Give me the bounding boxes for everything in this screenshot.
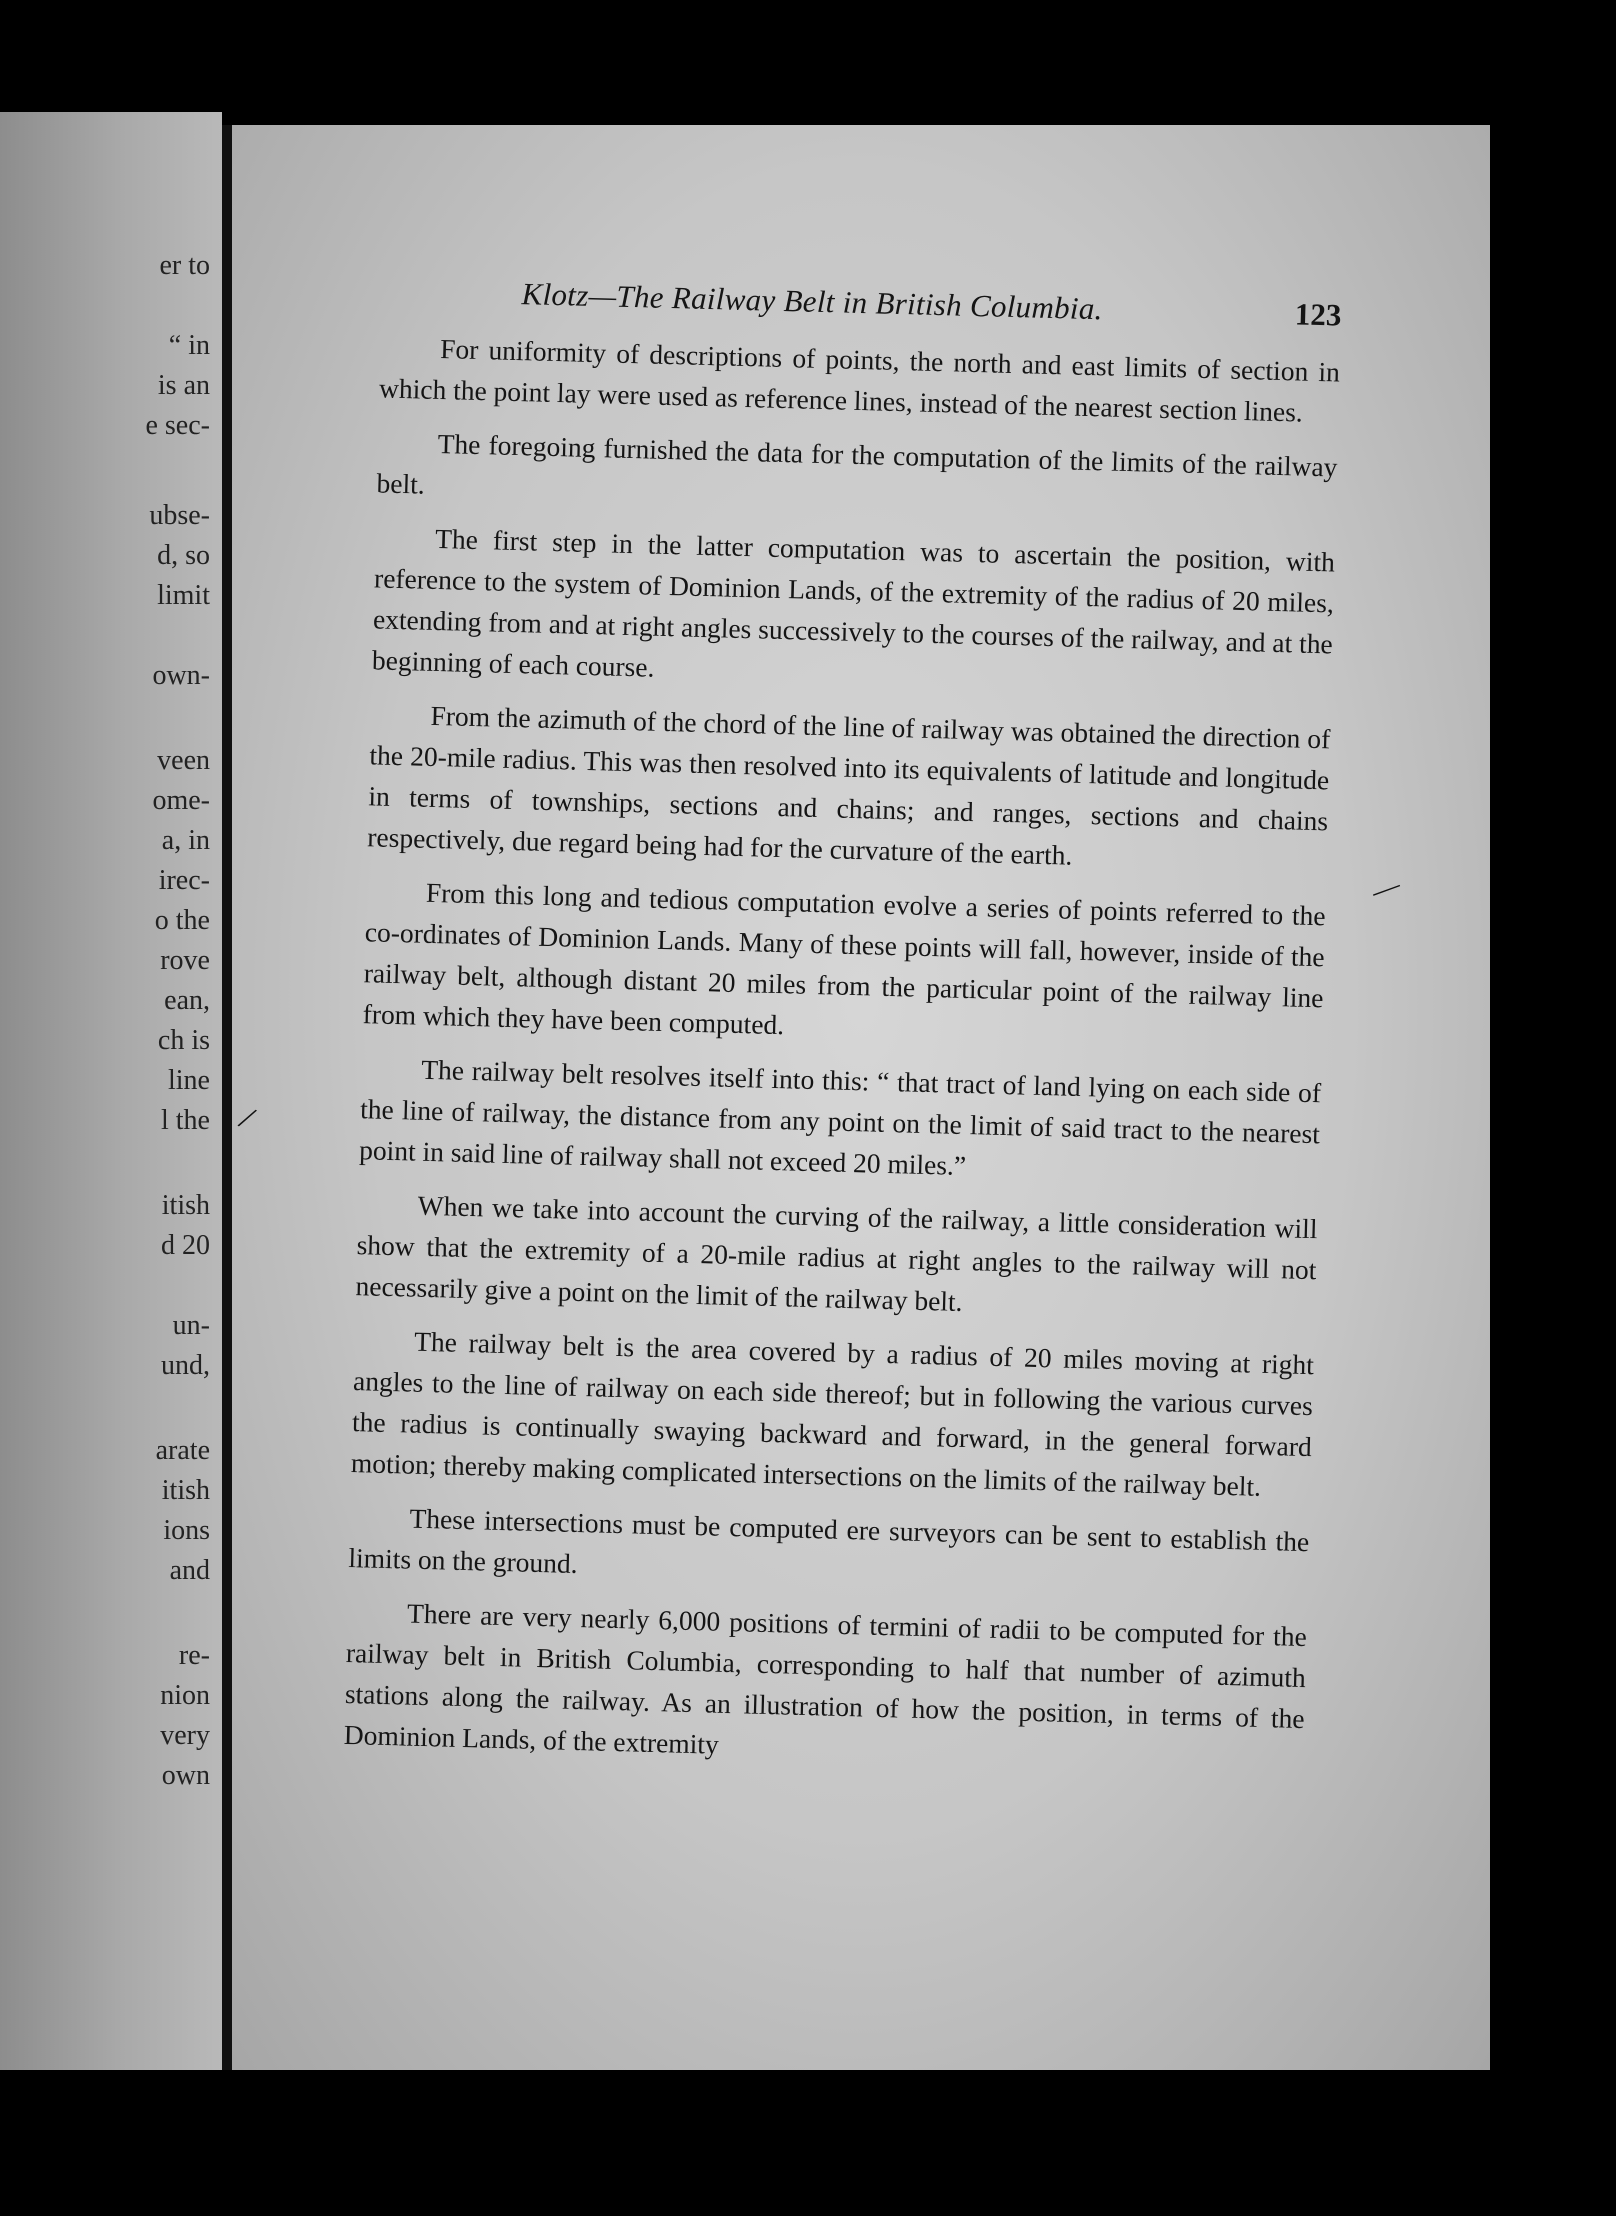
book-gutter [222,125,232,2070]
left-page-line: er to [159,250,210,281]
left-page-line: is an [157,370,210,401]
left-page-line: a, in [161,825,210,856]
page-text-block [343,272,1342,1793]
left-page-line: arate [155,1435,210,1466]
paragraph: For uniformity of descriptions of points, the north and east limits of section in which the point lay were used as reference lines, instead of the nearest section lines. [378,332,1341,428]
paragraph: These intersections must be computed ere surveyors can be sent to establish the limits on the ground. [348,1502,1310,1579]
left-page-line: limit [157,580,210,611]
left-page-line: ome- [152,785,210,816]
left-page-line: “ in [168,330,210,361]
right-page [232,125,1490,2070]
left-page-line: nion [160,1680,210,1711]
left-page-line: ch is [157,1025,210,1056]
left-page-line: line [168,1065,210,1096]
left-page-fragment [0,112,222,2070]
margin-ink-mark: ― [1367,869,1405,908]
left-page-line: o the [154,905,210,936]
left-page-line: itish [161,1190,210,1221]
left-page-line: d 20 [161,1230,210,1261]
margin-pencil-mark: / [233,1100,261,1137]
left-page-line: un- [172,1310,210,1341]
left-page-line: re- [178,1640,210,1671]
paragraph: From this long and tedious computation evolve a series of points referred to the co-ordinates of Dominion Lands. Many of these points will fall, however, inside of the railway belt, although distant 20 miles from the particular point of the railway line from which they have been computed. [362,876,1327,1041]
left-page-line: ions [163,1515,210,1546]
paragraph: When we take into account the curving of the railway, a little consideration will show that the extremity of a 20-mile radius at right angles to the railway will not necessarily give a point on the limit of the railway belt. [355,1189,1318,1317]
left-page-line: veen [157,745,210,776]
paragraph: The railway belt is the area covered by a radius of 20 miles moving at right angles to the line of railway on each side thereof; but in following the various curves the radius is continually swaying backward and forward, in the general forward motion; thereby making complicated intersections on the limits of the railway belt. [350,1325,1315,1502]
paragraph: The foregoing furnished the data for the computation of the limits of the railway belt. [376,427,1338,500]
paragraph: There are very nearly 6,000 positions of termini of radii to be computed for the railway belt in British Columbia, corresponding to half that number of azimuth stations along the railway. As an illustration of how the position, in terms of the Dominion Lands, of the extremity [343,1597,1308,1760]
paragraph: From the azimuth of the chord of the line of railway was obtained the direction of the 20-mile radius. This was then resolved into its equivalents of latitude and longitude in terms of townships, sections and chains; and ranges, sections and chains respectively, due regard being had for the curvature of the earth. [366,699,1331,871]
left-page-line: very [160,1720,210,1751]
left-page-line: and [169,1555,210,1586]
paragraph: The first step in the latter computation was to ascertain the position, with reference to the system of Dominion Lands, of the extremity of the radius of 20 miles, extending from and at right angles successively to the courses of the railway, and at the beginning of each course. [371,522,1336,683]
left-page-line: e sec- [145,410,210,441]
left-page-line: rove [160,945,210,976]
left-page-line: l the [161,1105,210,1136]
left-page-line: itish [161,1475,210,1506]
left-page-line: d, so [157,540,210,571]
left-page-line: own- [152,660,210,691]
page-number: 123 [1294,296,1342,333]
running-title: Klotz—The Railway Belt in British Columbia. [521,276,1104,327]
left-page-line: ean, [164,985,210,1016]
left-page-line: own [161,1760,210,1791]
left-page-line: ubse- [149,500,210,531]
left-page-line: und, [161,1350,210,1381]
left-page-line: irec- [158,865,210,896]
paragraph: The railway belt resolves itself into this: “ that tract of land lying on each side of the line of railway, the distance from any point on the limit of said tract to the nearest point in said line of railway shall not exceed 20 miles.” [358,1053,1322,1182]
